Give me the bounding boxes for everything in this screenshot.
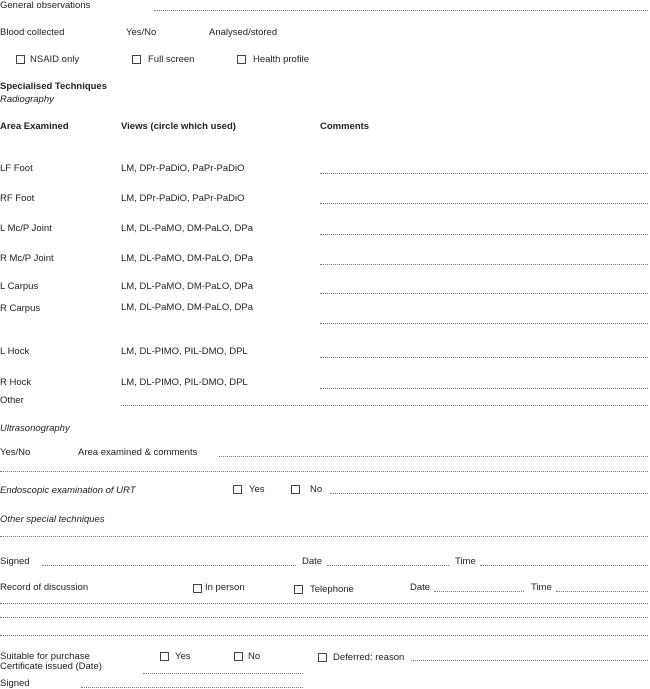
time-label: Time — [455, 556, 476, 567]
full-screen-label: Full screen — [148, 54, 195, 65]
other-special-line[interactable] — [0, 536, 648, 537]
health-profile-checkbox[interactable] — [237, 55, 246, 64]
signed-line[interactable] — [42, 565, 296, 566]
deferred-label: Deferred: reason — [333, 652, 405, 663]
final-signed-label: Signed — [0, 678, 30, 689]
row-area: R Hock — [0, 377, 32, 388]
in-person-label: In person — [205, 582, 245, 593]
nsaid-label: NSAID only — [30, 54, 80, 65]
row-views[interactable]: LM, DPr-PaDiO, PaPr-PaDiO — [121, 193, 245, 204]
discussion-date-line[interactable] — [434, 591, 524, 592]
radiography-subheading: Radiography — [0, 94, 54, 105]
other-area-line[interactable] — [121, 405, 648, 406]
row-views[interactable]: LM, DL-PIMO, PIL-DMO, DPL — [121, 346, 248, 357]
full-screen-checkbox[interactable] — [132, 55, 141, 64]
row-views[interactable]: LM, DL-PIMO, PIL-DMO, DPL — [121, 377, 248, 388]
row-area: R Carpus — [0, 303, 41, 314]
ultrasonography-subheading: Ultrasonography — [0, 423, 70, 434]
discussion-time-label: Time — [531, 582, 552, 593]
row-views[interactable]: LM, DL-PaMO, DM-PaLO, DPa — [121, 253, 253, 264]
ultrasonography-yes-no[interactable]: Yes/No — [0, 447, 31, 458]
row-comment-line[interactable] — [320, 357, 648, 358]
row-comment-line[interactable] — [320, 323, 648, 324]
endoscopic-no-checkbox[interactable] — [291, 485, 300, 494]
row-comment-line[interactable] — [320, 293, 648, 294]
ultrasonography-line-2[interactable] — [0, 471, 648, 472]
health-profile-label: Health profile — [253, 54, 309, 65]
area-examined-header: Area Examined — [0, 121, 69, 132]
views-header: Views (circle which used) — [121, 121, 236, 132]
time-line[interactable] — [480, 565, 648, 566]
row-comment-line[interactable] — [320, 388, 648, 389]
discussion-line[interactable] — [0, 635, 648, 636]
row-area: LF Foot — [0, 163, 33, 174]
ultrasonography-line[interactable] — [219, 456, 648, 457]
purchase-yes-label: Yes — [175, 651, 191, 662]
row-views[interactable]: LM, DL-PaMO, DM-PaLO, DPa — [121, 302, 253, 313]
row-area: R Mc/P Joint — [0, 253, 54, 264]
purchase-no-checkbox[interactable] — [234, 652, 243, 661]
in-person-checkbox[interactable] — [193, 584, 202, 593]
row-area: RF Foot — [0, 193, 35, 204]
other-area-label: Other — [0, 395, 24, 406]
discussion-label: Record of discussion — [0, 582, 89, 593]
blood-yes-no[interactable]: Yes/No — [126, 27, 157, 38]
certificate-label: Certificate issued (Date) — [0, 661, 102, 672]
telephone-checkbox[interactable] — [294, 585, 303, 594]
deferred-checkbox[interactable] — [318, 653, 327, 662]
discussion-time-line[interactable] — [556, 591, 648, 592]
purchase-label: Suitable for purchase — [0, 651, 90, 662]
telephone-label: Telephone — [310, 584, 354, 595]
row-views[interactable]: LM, DPr-PaDiO, PaPr-PaDiO — [121, 163, 245, 174]
signed-label: Signed — [0, 556, 30, 567]
row-comment-line[interactable] — [320, 264, 648, 265]
blood-collected-label: Blood collected — [0, 27, 65, 38]
endoscopic-line[interactable] — [330, 493, 648, 494]
row-comment-line[interactable] — [320, 173, 648, 174]
blood-analysed-stored[interactable]: Analysed/stored — [209, 27, 278, 38]
certificate-date-line[interactable] — [143, 673, 303, 674]
discussion-line[interactable] — [0, 617, 648, 618]
endoscopic-label: Endoscopic examination of URT — [0, 485, 136, 496]
nsaid-checkbox[interactable] — [16, 55, 25, 64]
general-observations-line[interactable] — [154, 10, 648, 11]
purchase-yes-checkbox[interactable] — [160, 652, 169, 661]
row-views[interactable]: LM, DL-PaMO, DM-PaLO, DPa — [121, 223, 253, 234]
row-area: L Hock — [0, 346, 30, 357]
other-special-label: Other special techniques — [0, 514, 105, 525]
ultrasonography-area-label: Area examined & comments — [78, 447, 198, 458]
row-area: L Mc/P Joint — [0, 223, 52, 234]
discussion-date-label: Date — [410, 582, 431, 593]
row-views[interactable]: LM, DL-PaMO, DM-PaLO, DPa — [121, 281, 253, 292]
endoscopic-yes-label: Yes — [249, 484, 265, 495]
endoscopic-no-label: No — [310, 484, 323, 495]
deferred-reason-line[interactable] — [411, 660, 648, 661]
comments-header: Comments — [320, 121, 370, 132]
date-label: Date — [302, 556, 323, 567]
row-area: L Carpus — [0, 281, 39, 292]
purchase-no-label: No — [248, 651, 261, 662]
row-comment-line[interactable] — [320, 234, 648, 235]
specialised-techniques-heading: Specialised Techniques — [0, 81, 108, 92]
date-line[interactable] — [327, 565, 449, 566]
final-signed-line[interactable] — [81, 687, 303, 688]
row-comment-line[interactable] — [320, 203, 648, 204]
endoscopic-yes-checkbox[interactable] — [233, 485, 242, 494]
discussion-line[interactable] — [0, 603, 648, 604]
general-observations-label: General observations — [0, 0, 91, 11]
